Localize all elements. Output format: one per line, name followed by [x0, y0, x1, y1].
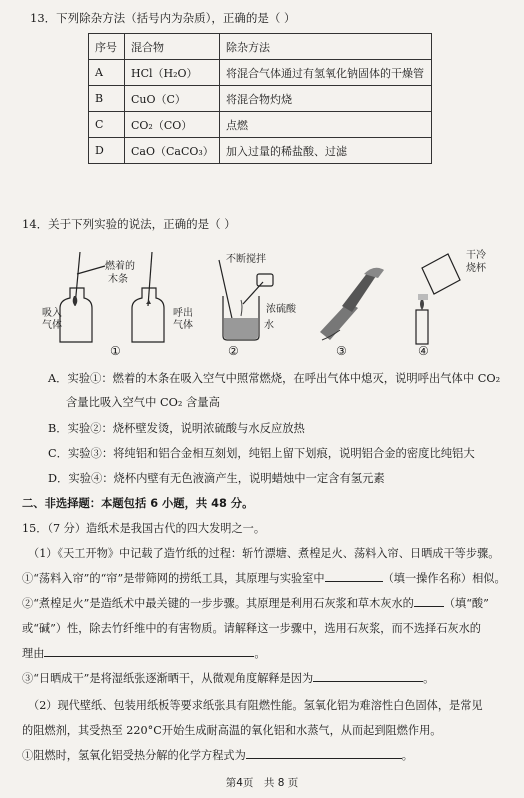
row-mixture: CO₂（CO）	[125, 112, 220, 138]
label-inhaled-2: 气体	[42, 320, 62, 331]
option-d: D．实验④：烧杯内壁有无色液滴产生，说明蜡烛中一定含有氢元素	[48, 472, 385, 485]
figure-3-scratch	[312, 244, 392, 356]
q15-p1: （1）《天工开物》中记载了造竹纸的过程：斩竹漂塘、煮楻足火、荡料入帘、日晒成干等步骤。	[28, 547, 500, 560]
figure-number-3: ③	[336, 344, 347, 358]
col-header-mixture: 混合物	[125, 34, 220, 60]
label-exhaled-1: 呼出	[173, 308, 193, 319]
q15-p3-text-b: （填“酸”	[443, 597, 489, 610]
row-method: 点燃	[220, 112, 432, 138]
answer-blank-acid-base[interactable]	[414, 596, 444, 607]
answer-blank-reason[interactable]	[44, 646, 254, 657]
figure-number-2: ②	[228, 344, 239, 358]
q15-p9-dot: 。	[401, 749, 413, 762]
label-stir: 不断搅拌	[226, 254, 266, 265]
q15-p2-text-a: ①“荡料入帘”的“帘”是带筛网的捞纸工具，其原理与实验室中	[22, 572, 325, 585]
q15-p6-text: ③“日晒成干”是将湿纸张逐渐晒干，从微观角度解释是因为	[22, 672, 314, 685]
q15-stem: 15．（7 分）造纸术是我国古代的四大发明之一。	[22, 522, 266, 535]
q13-table	[88, 33, 432, 164]
row-method: 加入过量的稀盐酸、过滤	[220, 138, 432, 164]
q15-p5-dot: 。	[254, 647, 266, 660]
answer-blank-filter[interactable]	[325, 571, 383, 582]
q15-p3	[22, 595, 489, 611]
option-a-line2: 含量比吸入空气中 CO₂ 含量高	[66, 396, 220, 409]
label-burning: 燃着的	[105, 261, 135, 272]
q14-stem: 14．关于下列实验的说法，正确的是（ ）	[22, 217, 236, 231]
q15-p9	[22, 747, 413, 763]
q15-p3-text-a: ②“煮楻足火”是造纸术中最关键的一步步骤。其原理是利用石灰浆和草木灰水的	[22, 597, 414, 610]
figure-number-4: ④	[418, 344, 429, 358]
answer-blank-micro[interactable]	[313, 671, 423, 682]
col-header-id: 序号	[89, 34, 125, 60]
q15-p5	[22, 645, 266, 661]
q15-p8: 的阻燃剂，其受热至 220°C开始生成耐高温的氧化铝和水蒸气，从而起到阻燃作用。	[22, 724, 442, 737]
table-header-row	[89, 34, 432, 60]
row-method: 将混合气体通过有氢氧化钠固体的干燥管	[220, 60, 432, 86]
page-footer: 第4页 共 8 页	[225, 777, 299, 789]
table-row	[89, 86, 432, 112]
col-header-method: 除杂方法	[220, 34, 432, 60]
label-acid: 浓硫酸	[266, 304, 296, 315]
row-id: C	[89, 112, 125, 138]
q15-p6	[22, 670, 434, 686]
q15-p2-text-b: （填一操作名称）相似。	[382, 572, 506, 585]
row-id: A	[89, 60, 125, 86]
label-exhaled-2: 气体	[173, 320, 193, 331]
option-c: C．实验③：将纯铝和铝合金相互刻划，纯铝上留下划痕，说明铝合金的密度比纯铝大	[48, 447, 475, 460]
table-row	[89, 60, 432, 86]
q15-p6-dot: 。	[423, 672, 435, 685]
section-heading: 二、非选择题：本题包括 6 小题，共 48 分。	[22, 497, 254, 510]
label-cold-1: 干冷	[466, 250, 486, 261]
q15-p2	[22, 570, 506, 586]
table-row	[89, 138, 432, 164]
row-mixture: CuO（C）	[125, 86, 220, 112]
option-a-line1: A．实验①：燃着的木条在吸入空气中照常燃烧，在呼出气体中熄灭，说明呼出气体中 CO₂	[48, 372, 501, 385]
row-mixture: HCl（H₂O）	[125, 60, 220, 86]
q15-p4: 或“碱”）性，除去竹纤维中的有害物质。请解释这一步骤中，选用石灰浆，而不选择石灰水的	[22, 622, 481, 635]
figure-number-1: ①	[110, 344, 121, 358]
row-id: D	[89, 138, 125, 164]
answer-blank-equation[interactable]	[246, 748, 402, 759]
q15-p5-text: 理由	[22, 647, 45, 660]
q15-p9-text: ①阻燃时，氢氧化铝受热分解的化学方程式为	[22, 749, 246, 762]
label-stick: 木条	[108, 274, 128, 285]
table-row	[89, 112, 432, 138]
label-cold-2: 烧杯	[466, 263, 486, 274]
option-b: B．实验②：烧杯壁发烫，说明浓硫酸与水反应放热	[48, 422, 305, 435]
label-water: 水	[264, 320, 274, 331]
label-inhaled-1: 吸入	[42, 308, 62, 319]
row-id: B	[89, 86, 125, 112]
row-method: 将混合物灼烧	[220, 86, 432, 112]
row-mixture: CaO（CaCO₃）	[125, 138, 220, 164]
q13-stem: 13．下列除杂方法（括号内为杂质），正确的是（ ）	[30, 11, 296, 25]
q15-p7: （2）现代壁纸、包装用纸板等要求纸张具有阻燃性能。氢氧化铝为难溶性白色固体，是常见	[28, 699, 483, 712]
